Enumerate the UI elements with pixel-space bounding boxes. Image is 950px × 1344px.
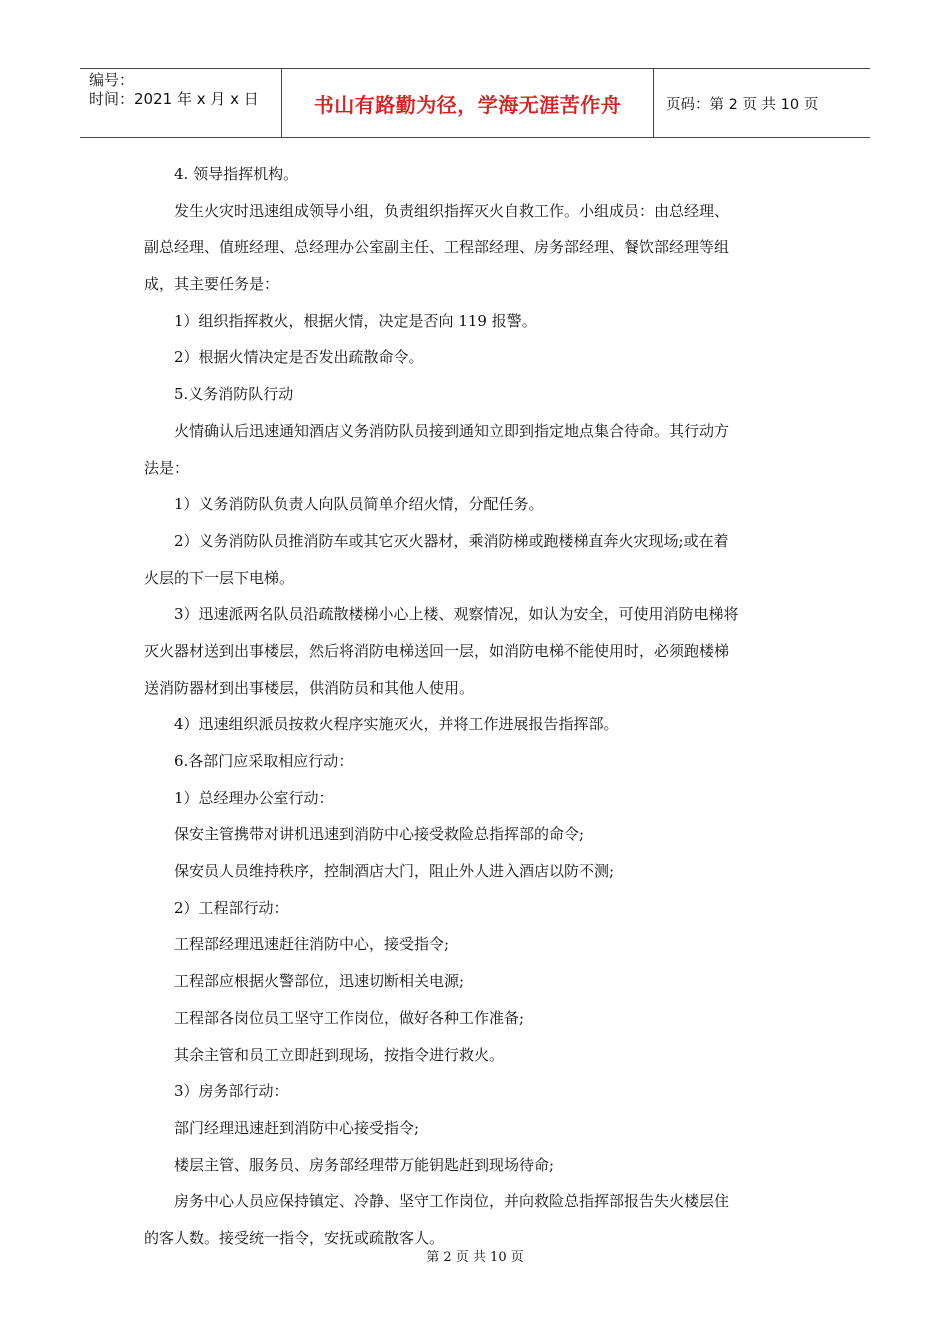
- paragraph-line: 工程部各岗位员工坚守工作岗位，做好各种工作准备;: [174, 1008, 525, 1027]
- section-heading: 4. 领导指挥机构。: [174, 165, 299, 183]
- paragraph-line: 房务中心人员应保持镇定、冷静、坚守工作岗位，并向救险总指挥部报告失火楼层住: [174, 1192, 730, 1211]
- motto-text: 书山有路勤为径，学海无涯苦作舟: [313, 92, 622, 117]
- paragraph-line: 保安员人员维持秩序，控制酒店大门，阻止外人进入酒店以防不测;: [174, 862, 615, 881]
- list-item: 1）义务消防队负责人向队员简单介绍火情，分配任务。: [174, 495, 544, 514]
- subsection-heading: 1）总经理办公室行动：: [174, 788, 334, 807]
- subsection-heading: 3）房务部行动：: [174, 1082, 289, 1101]
- date-label: 时间：2021 年 x 月 x 日: [89, 90, 259, 108]
- list-item: 2）根据火情决定是否发出疏散命令。: [174, 348, 424, 367]
- paragraph-line: 送消防器材到出事楼层，供消防员和其他人使用。: [144, 678, 475, 697]
- paragraph-line: 保安主管携带对讲机迅速到消防中心接受救险总指挥部的命令;: [174, 825, 585, 844]
- paragraph-line: 火情确认后迅速通知酒店义务消防队员接到通知立即到指定地点集合待命。其行动方: [174, 421, 730, 440]
- paragraph-line: 的客人数。接受统一指令，安抚或疏散客人。: [144, 1228, 445, 1247]
- footer-page-number: 第 2 页 共 10 页: [426, 1250, 524, 1265]
- paragraph-line: 法是：: [144, 458, 190, 477]
- list-item: 2）义务消防队员推消防车或其它灭火器材，乘消防梯或跑楼梯直奔火灾现场;或在着: [174, 531, 729, 550]
- page-footer: [0, 1246, 950, 1265]
- header-page-cell: [654, 69, 870, 137]
- paragraph-line: 副总经理、值班经理、总经理办公室副主任、工程部经理、房务部经理、餐饮部经理等组: [144, 238, 730, 257]
- paragraph-line: 火层的下一层下电梯。: [144, 568, 295, 587]
- header-motto-cell: [282, 69, 654, 137]
- subsection-heading: 2）工程部行动：: [174, 898, 289, 917]
- page-header: [80, 68, 870, 138]
- document-body: [144, 156, 812, 1257]
- paragraph-line: 楼层主管、服务员、房务部经理带万能钥匙赶到现场待命;: [174, 1155, 555, 1174]
- list-item: 3）迅速派两名队员沿疏散楼梯小心上楼、观察情况，如认为安全，可使用消防电梯将: [174, 605, 739, 624]
- list-item: 1）组织指挥救火，根据火情，决定是否向 119 报警。: [174, 311, 537, 330]
- paragraph-line: 灭火器材送到出事楼层，然后将消防电梯送回一层，如消防电梯不能使用时，必须跑楼梯: [144, 641, 730, 660]
- page-label: 页码：第 2 页 共 10 页: [666, 96, 819, 113]
- list-item: 4）迅速组织派员按救火程序实施灭火，并将工作进展报告指挥部。: [174, 715, 619, 734]
- header-meta: [80, 69, 282, 137]
- paragraph-line: 发生火灾时迅速组成领导小组，负责组织指挥灭火自救工作。小组成员：由总经理、: [174, 201, 730, 220]
- section-heading: 5.义务消防队行动: [174, 385, 294, 404]
- paragraph-line: 部门经理迅速赶到消防中心接受指令;: [174, 1118, 420, 1137]
- paragraph-line: 工程部应根据火警部位，迅速切断相关电源;: [174, 972, 465, 991]
- paragraph-line: 工程部经理迅速赶往消防中心，接受指令;: [174, 935, 450, 954]
- paragraph-line: 成，其主要任务是：: [144, 275, 280, 294]
- paragraph-line: 其余主管和员工立即赶到现场，按指令进行救火。: [174, 1045, 505, 1064]
- number-label: 编号：: [89, 71, 135, 89]
- section-heading: 6.各部门应采取相应行动：: [174, 752, 354, 770]
